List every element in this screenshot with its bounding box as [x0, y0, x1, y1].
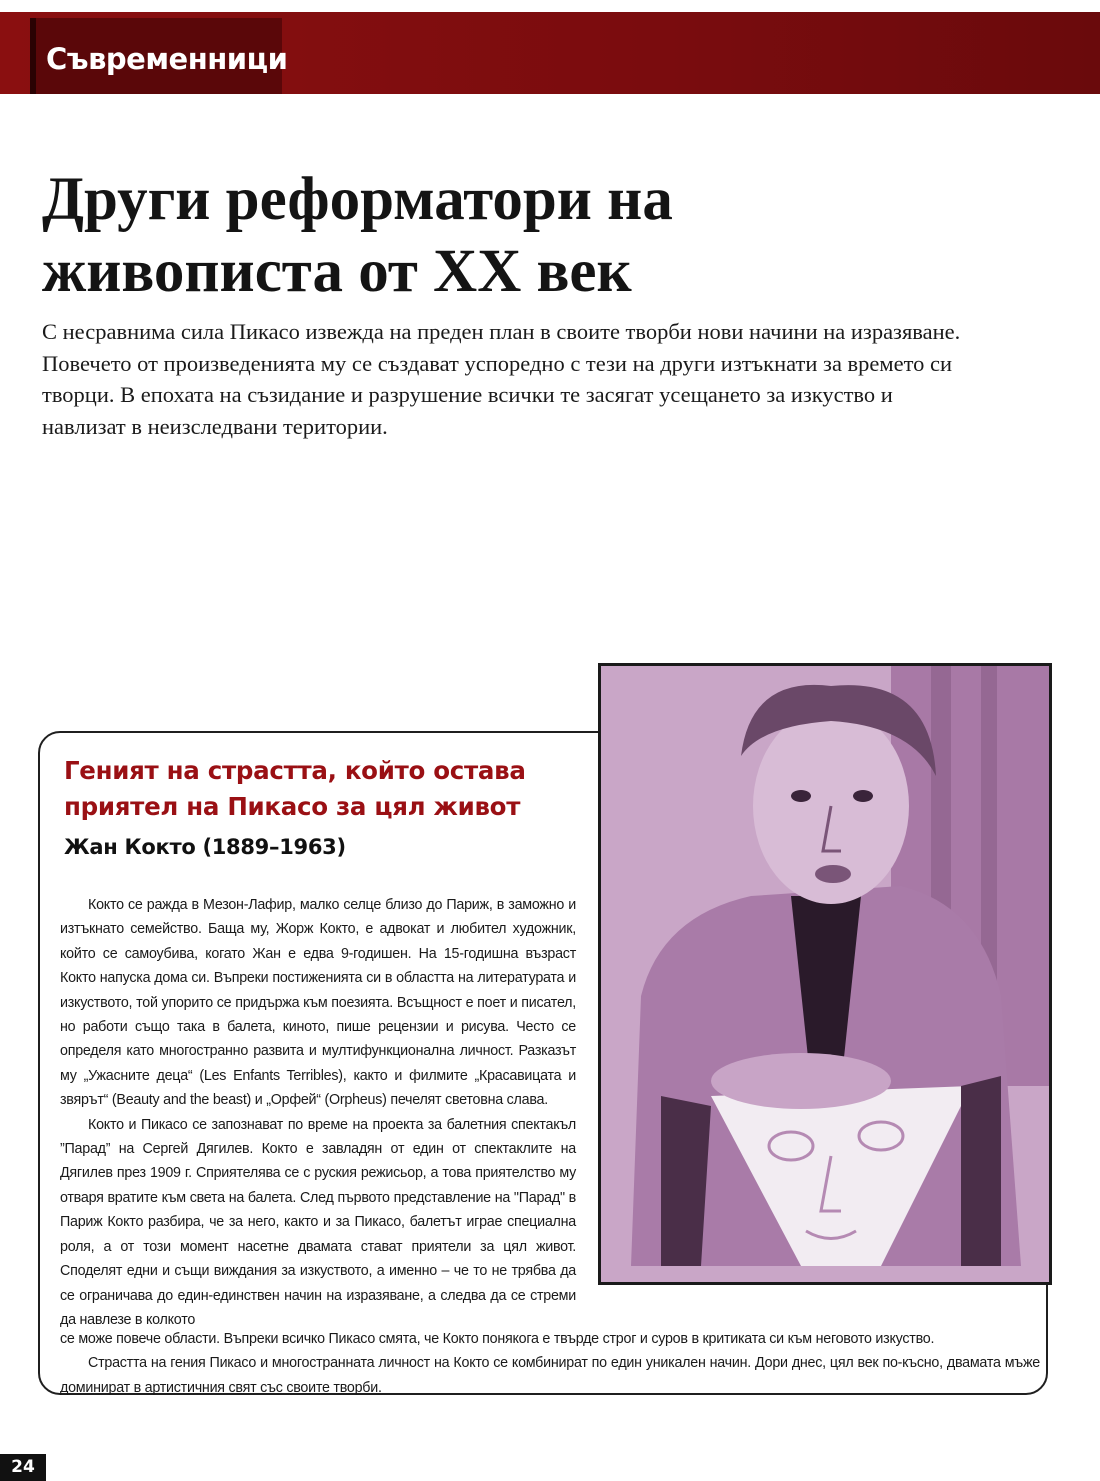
portrait-photo	[598, 663, 1052, 1285]
article-heading	[64, 753, 584, 825]
article-paragraph-1: Кокто се ражда в Мезон-Лафир, малко селце близо до Париж, в заможно и изтъкнато семейство. Баща му, Жорж Кокто, е адвокат и любител художник, който се самоубива, когато Жан е едва 9-годишен. На 15-годишна възраст Кокто напуска дома си. Въпреки постиженията си в областта на литературата и изкуството, той упорито се придържа към поезията. Всъщност е поет и писател, но работи също така в балета, киното, пише рецензии и рисува. Често се определя като многостранно развита и мултифункционална личност. Разказът му „Ужасните деца“ (Les Enfants Terribles), както и филмите „Красавицата и звярът“ (Beauty and the beast) и „Орфей“ (Orpheus) печелят световна слава.	[60, 897, 576, 1109]
page-title-line-2: живописта от XX век	[42, 238, 632, 305]
article-heading-line-2: приятел на Пикасо за цял живот	[64, 792, 521, 821]
article-text-column	[60, 893, 576, 1332]
page-title-line-1: Други реформатори на	[42, 166, 673, 233]
article-paragraph-2-continued: се може повече области. Въпреки всичко Пикасо смята, че Кокто понякога е твърде строг и суров в критиката си към неговото изкуство.	[60, 1331, 935, 1347]
page-title	[42, 164, 942, 308]
portrait-illustration	[601, 666, 1049, 1282]
intro-paragraph: С несравнима сила Пикасо извежда на преден план в своите творби нови начини на изразяване. Повечето от произведенията му се създават успоредно с тези на други изтъкнати за времето си творци. В епохата на съзидание и разрушение всички те засягат усещането за изкуство и навлизат в неизследвани територии.	[42, 319, 961, 439]
article-subheading: Жан Кокто (1889–1963)	[64, 835, 346, 859]
article-heading-line-1: Геният на страстта, който остава	[64, 756, 526, 785]
article-text-wide	[60, 1327, 1040, 1400]
article-paragraph-2: Кокто и Пикасо се запознават по време на проекта за балетния спектакъл ”Парад” на Сергей Дягилев. Кокто е завладян от един от спектаклите на Дягилев през 1909 г. Сприятелява се с руския режисьор, а това приятелство му отваря вратите към света на балета. След първото представление на "Парад" в Париж Кокто разбира, че за него, както и за Пикасо, балетът играе специална роля, а от този момент насетне двамата стават приятели за цял живот. Споделят едни и същи виждания за изкуството, а именно – че то не трябва да се ограничава до един-единствен начин на изразяване, а следва да се стреми да навлезе в колкото	[60, 1116, 576, 1328]
section-label: Съвременници	[46, 42, 288, 76]
page-number: 24	[0, 1454, 46, 1481]
article-paragraph-3: Страстта на гения Пикасо и многостранната личност на Кокто се комбинират по един уникален начин. Дори днес, цял век по-късно, двамата мъже доминират в артистичния свят със своите творби.	[60, 1355, 1040, 1396]
